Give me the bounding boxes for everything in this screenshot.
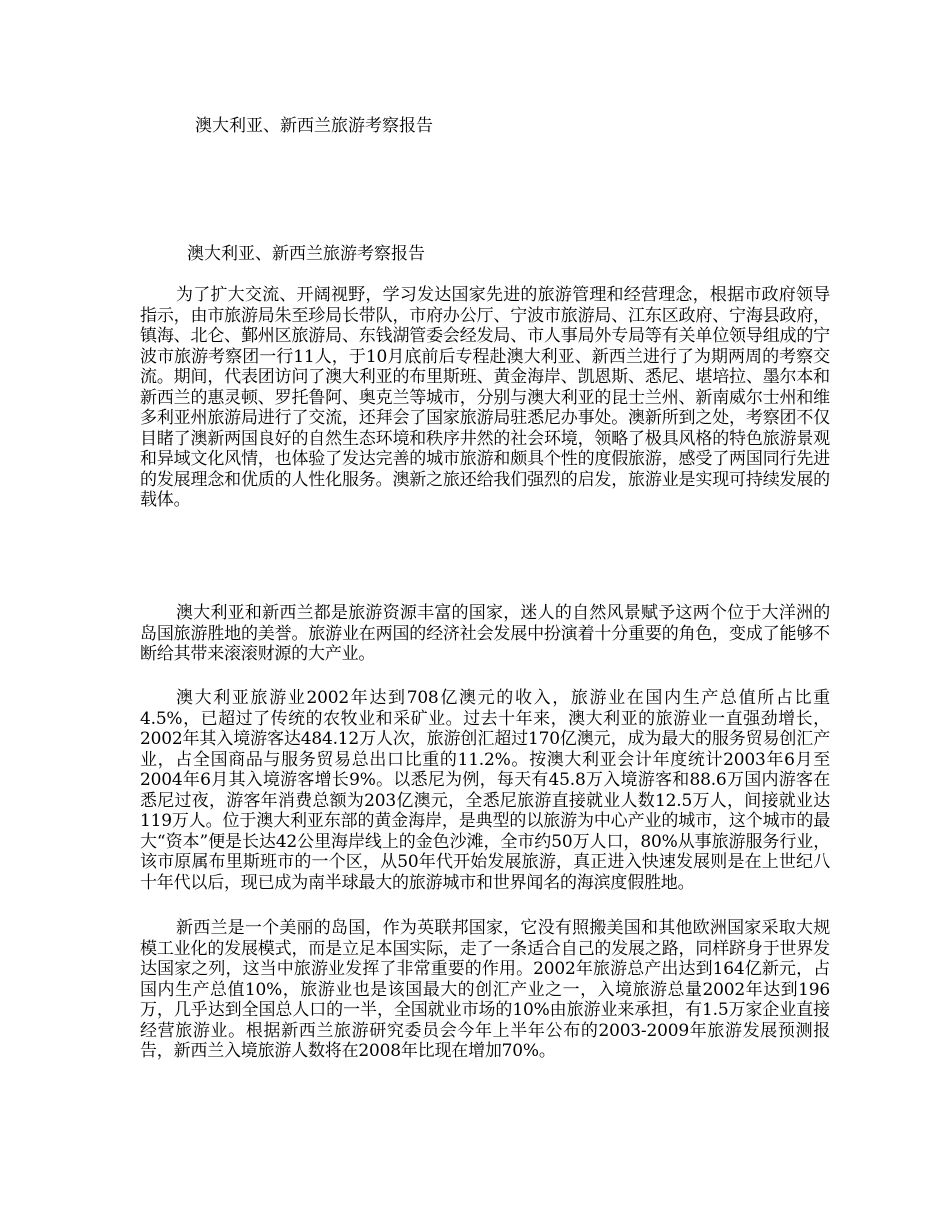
paragraph-australia: 澳大利亚旅游业2002年达到708亿澳元的收入，旅游业在国内生产总值所占比重4.5%，已超过了传统的农牧业和采矿业。过去十年来，澳大利亚的旅游业一直强劲增长，2002年其入境游客达484.12万人次，旅游创汇超过170亿澳元，成为最大的服务贸易创汇产业，占全国商品与服务贸易总出口比重的11.2%。按澳大利亚会计年度统计2003年6月至2004年6月其入境游客增长9%。以悉尼为例，每天有45.8万入境游客和88.6万国内游客在悉尼过夜，游客年消费总额为203亿澳元，全悉尼旅游直接就业人数12.5万人，间接就业达119万人。位于澳大利亚东部的黄金海岸，是典型的以旅游为中心产业的城市，这个城市的最大“资本”便是长达42公里海岸线上的金色沙滩，全市约50万人口，80%从事旅游服务行业，该市原属布里斯班市的一个区，从50年代开始发展旅游，真正进入快速发展则是在上世纪八十年代以后，现已成为南半球最大的旅游城市和世界闻名的海滨度假胜地。 xyxy=(140,688,830,893)
paragraph-introduction: 为了扩大交流、开阔视野，学习发达国家先进的旅游管理和经营理念，根据市政府领导指示，由市旅游局朱至珍局长带队，市府办公厅、宁波市旅游局、江东区政府、宁海县政府，镇海、北仑、鄞州区旅游局、东钱湖管委会经发局、市人事局外专局等有关单位领导组成的宁波市旅游考察团一行11人，于10月底前后专程赴澳大利亚、新西兰进行了为期两周的考察交流。期间，代表团访问了澳大利亚的布里斯班、黄金海岸、凯恩斯、悉尼、堪培拉、墨尔本和新西兰的惠灵顿、罗托鲁阿、奥克兰等城市，分别与澳大利亚的昆士兰州、新南威尔士州和维多利亚州旅游局进行了交流，还拜会了国家旅游局驻悉尼办事处。澳新所到之处，考察团不仅目睹了澳新两国良好的自然生态环境和秩序井然的社会环境，领略了极具风格的特色旅游景观和异域文化风情，也体验了发达完善的城市旅游和颇具个性的度假旅游，感受了两国同行先进的发展理念和优质的人性化服务。澳新之旅还给我们强烈的启发，旅游业是实现可持续发展的载体。 xyxy=(140,285,830,510)
paragraph-overview: 澳大利亚和新西兰都是旅游资源丰富的国家，迷人的自然风景赋予这两个位于大洋洲的岛国旅游胜地的美誉。旅游业在两国的经济社会发展中扮演着十分重要的角色，变成了能够不断给其带来滚滚财源的大产业。 xyxy=(140,603,830,664)
document-title: 澳大利亚、新西兰旅游考察报告 xyxy=(195,116,433,136)
document-subtitle: 澳大利亚、新西兰旅游考察报告 xyxy=(187,244,425,264)
paragraph-new-zealand: 新西兰是一个美丽的岛国，作为英联邦国家，它没有照搬美国和其他欧洲国家采取大规模工业化的发展模式，而是立足本国实际，走了一条适合自己的发展之路，同样跻身于世界发达国家之列，这当中旅游业发挥了非常重要的作用。2002年旅游总产出达到164亿新元，占国内生产总值10%，旅游业也是该国最大的创汇产业之一，入境旅游总量2002年达到196万，几乎达到全国总人口的一半，全国就业市场的10%由旅游业来承担，有1.5万家企业直接经营旅游业。根据新西兰旅游研究委员会今年上半年公布的2003-2009年旅游发展预测报告，新西兰入境旅游人数将在2008年比现在增加70%。 xyxy=(140,918,830,1061)
